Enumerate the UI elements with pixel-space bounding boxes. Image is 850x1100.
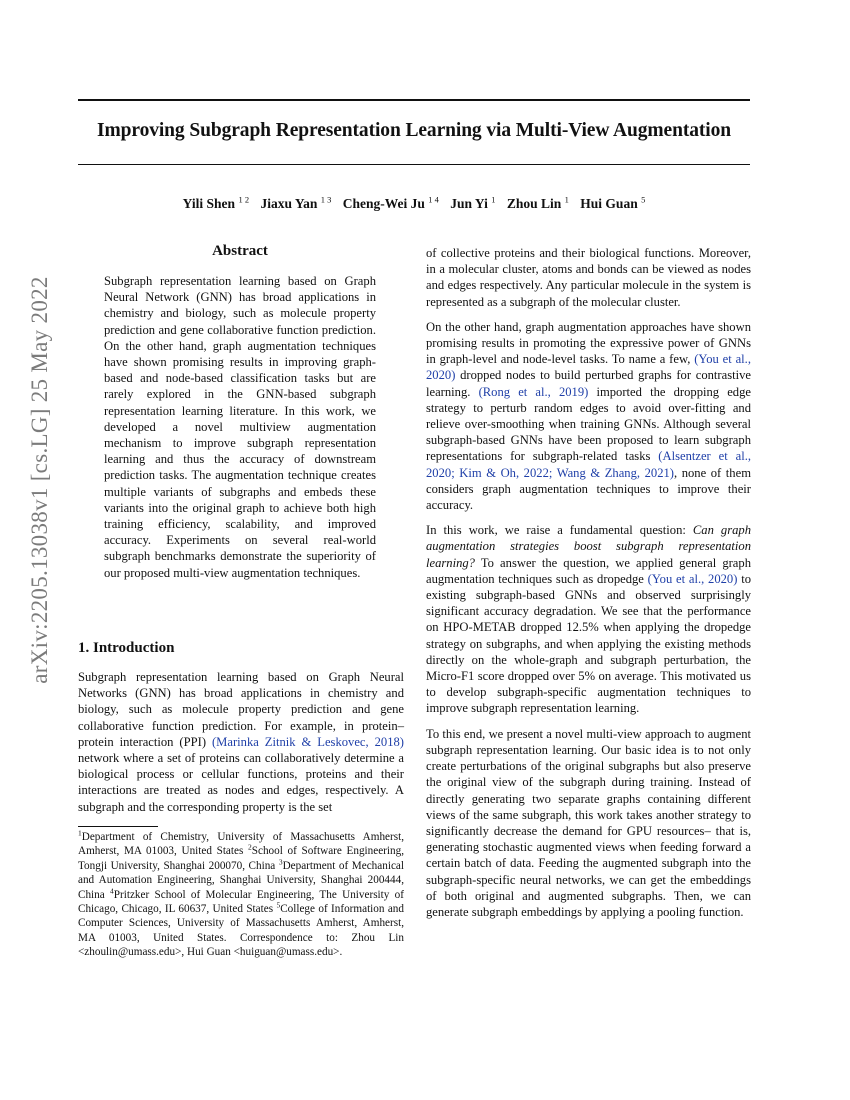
right-column-body bbox=[426, 245, 751, 920]
author: Jun Yi $^1$ bbox=[450, 194, 496, 211]
author: Cheng-Wei Ju $^{1 4}$ bbox=[342, 194, 439, 211]
research-question: Can graph augmentation strategies boost subgraph representation learning? bbox=[426, 523, 751, 570]
author: Zhou Lin $^1$ bbox=[506, 194, 569, 211]
paragraph: On the other hand, graph augmentation approaches have shown promising results in promoting the expressive power of GNNs in graph-level and node-level tasks. To name a few, (You et al., 2020) dropped nodes to build perturbed graphs for contrastive learning. (Rong et al., 2019) imported the dropping edge strategy to perturb random edges to avoid over-fitting and relieve over-smoothing when training GNNs. Although several subgraph-based GNNs have been proposed to learn subgraph representations for subgraph-related tasks (Alsentzer et al., 2020; Kim & Oh, 2022; Wang & Zhang, 2021), none of them considers graph augmentation techniques to improve their accuracy. bbox=[426, 319, 751, 513]
paragraph: In this work, we raise a fundamental question: Can graph augmentation strategies boost subgraph representation learning? To answer the question, we applied general graph augmentation techniques such as dropedge (You et al., 2020) to existing subgraph-based GNNs and observed surprisingly significant accuracy degradation. We see that the performance on HPO-METAB dropped 12.5% when applying the dropedge strategy on subgraphs, and when applying the existing methods directly on the whole-graph and subgraph perturbation, the Micro-F1 score dropped over 5% on average. This motivated us to develop subgraph-specific augmentation techniques to improve subgraph representation learning. bbox=[426, 523, 751, 716]
arxiv-identifier: arXiv:2205.13038v1 [cs.LG] 25 May 2022 bbox=[27, 276, 52, 684]
author: Jiaxu Yan $^{1 3}$ bbox=[260, 194, 332, 211]
author: Yili Shen $^{1 2}$ bbox=[182, 194, 250, 211]
paragraph: of collective proteins and their biological functions. Moreover, in a molecular cluster, atoms and bonds can be viewed as nodes and edges respectively. Any particular molecule in the system is represented as a subgraph of the molecular cluster. bbox=[426, 246, 751, 309]
paragraph: To this end, we present a novel multi-view approach to augment subgraph representation learning. Our basic idea is to not only create perturbations of the original subgraphs but also preserve the original view of the subgraph during training. Instead of directly generating two separate graphs containing different views of the same subgraph, this work takes another strategy to significantly decrease the demand for GPU resources– that is, generating stochastic augmented views when feeding forward a certain batch of data. Feeding the augmented subgraph into the subgraph-specific neural networks, we can get the embeddings of both original and augmented subgraphs. Then, we can generate subgraph embeddings by applying a pooling function. bbox=[426, 726, 751, 919]
citation-link[interactable]: (You et al., 2020) bbox=[426, 352, 751, 383]
citation-link[interactable]: (Alsentzer et al., 2020; Kim & Oh, 2022; Wang & Zhang, 2021) bbox=[426, 449, 751, 480]
citation-link[interactable]: (Rong et al., 2019) bbox=[478, 384, 589, 399]
abstract-heading: Abstract bbox=[212, 243, 268, 259]
affiliations-footnote: $^1$Department of Chemistry, University of Massachusetts Amherst, Amherst, MA 01003, United States $^2$School of Software Engineering, Tongji University, Shanghai 200070, China $^3$Department of Mechanical and Automation Engineering, Shanghai University, Shanghai 200444, China $^4$Pritzker School of Molecular Engineering, The University of Chicago, Chicago, IL 60637, United States $^5$College of Information and Computer Sciences, University of Massachusetts Amherst, Amherst, MA 01003, United States. Correspondence to: Zhou Lin <zhoulin@umass.edu>, Hui Guan <huiguan@umass.edu>. bbox=[78, 828, 404, 959]
title-bottom-rule bbox=[78, 164, 750, 165]
abstract-body bbox=[104, 273, 376, 581]
section-heading-introduction: 1. Introduction bbox=[78, 640, 175, 656]
footnote-rule bbox=[78, 826, 158, 827]
paper-title: Improving Subgraph Representation Learning via Multi-View Augmentation bbox=[96, 120, 732, 141]
citation-link[interactable]: (Marinka Zitnik & Leskovec, 2018) bbox=[211, 734, 404, 749]
author: Hui Guan $^5$ bbox=[580, 194, 646, 211]
introduction-body bbox=[78, 669, 404, 815]
intro-paragraph: Subgraph representation learning based on Graph Neural Networks (GNN) has broad applications in chemistry and biology, such as molecule property prediction and gene collaborative function prediction. For example, in protein–protein interaction (PPI) (Marinka Zitnik & Leskovec, 2018) network where a set of proteins can collaboratively determine a biological process or cellular functions, proteins and their interactions are treated as nodes and edges, respectively. A subgraph and the corresponding property is the set bbox=[78, 670, 404, 814]
title-top-rule bbox=[78, 99, 750, 101]
author-list bbox=[78, 196, 750, 212]
abstract-text: Subgraph representation learning based on Graph Neural Network (GNN) has broad applications in chemistry and biology, such as molecule property prediction and gene collaborative function prediction. On the other hand, graph augmentation techniques have shown promising results in improving graph-based and node-based classification tasks but are rarely explored in the GNN-based subgraph representation learning literature. In this work, we developed a novel multiview augmentation mechanism to improve subgraph representation learning and thus the accuracy of downstream prediction tasks. The augmentation technique creates multiple variants of subgraphs and embeds these variants into the original graph to achieve both high training efficiency, scalability, and improved accuracy. Experiments on several real-world subgraph benchmarks demonstrate the superiority of our proposed multi-view augmentation techniques. bbox=[104, 274, 376, 580]
citation-link[interactable]: (You et al., 2020) bbox=[647, 571, 738, 586]
